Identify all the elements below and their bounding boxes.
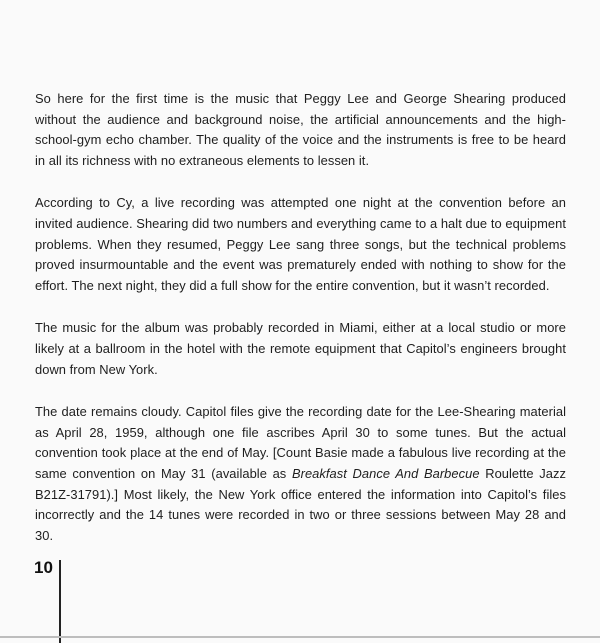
paragraph [35,402,566,546]
album-title: Breakfast Dance And Barbecue [291,465,480,481]
text-run: So here for the first time is the music that Peggy Lee and George Shearing produced without the audience and background noise, the artificial announcements and the high-school-gym echo chamber. The quality of the voice and the instruments is free to be heard in all its richness with no extraneous elements to lessen it. [35,91,566,168]
text-run: Roulette Jazz B21Z-31791).] Most likely, the New York office entered the information into Capitol’s files incorrectly and the 14 tunes were recorded in two or three sessions between May 28 and 30. [35,465,567,543]
page-number: 10 [34,558,53,577]
text-run: According to Cy, a live recording was attempted one night at the convention before an invited audience. Shearing did two numbers and everything came to a halt due to equipment problems. When they resumed, Peggy Lee sang three songs, but the technical problems proved insurmountable and the event was prematurely ended with nothing to show for the effort. The next night, they did a full show for the entire convention, but it wasn’t recorded. [35,195,566,293]
paragraph [35,318,566,380]
paragraph [35,193,566,296]
body-text [35,89,566,568]
text-run: The date remains cloudy. Capitol files give the recording date for the Lee-Shearing material as April 28, 1959, although one file ascribes April 30 to some tunes. But the actual convention took place at the end of May. [Count Basie made a fabulous live recording at the same convention on May 31 (available as [35,404,566,481]
page-number-rule [59,560,61,643]
page-bottom-edge [0,636,600,638]
text-run: The music for the album was probably recorded in Miami, either at a local studio or more likely at a ballroom in the hotel with the remote equipment that Capitol’s engineers brought down from New York. [35,320,566,377]
paragraph [35,89,566,171]
